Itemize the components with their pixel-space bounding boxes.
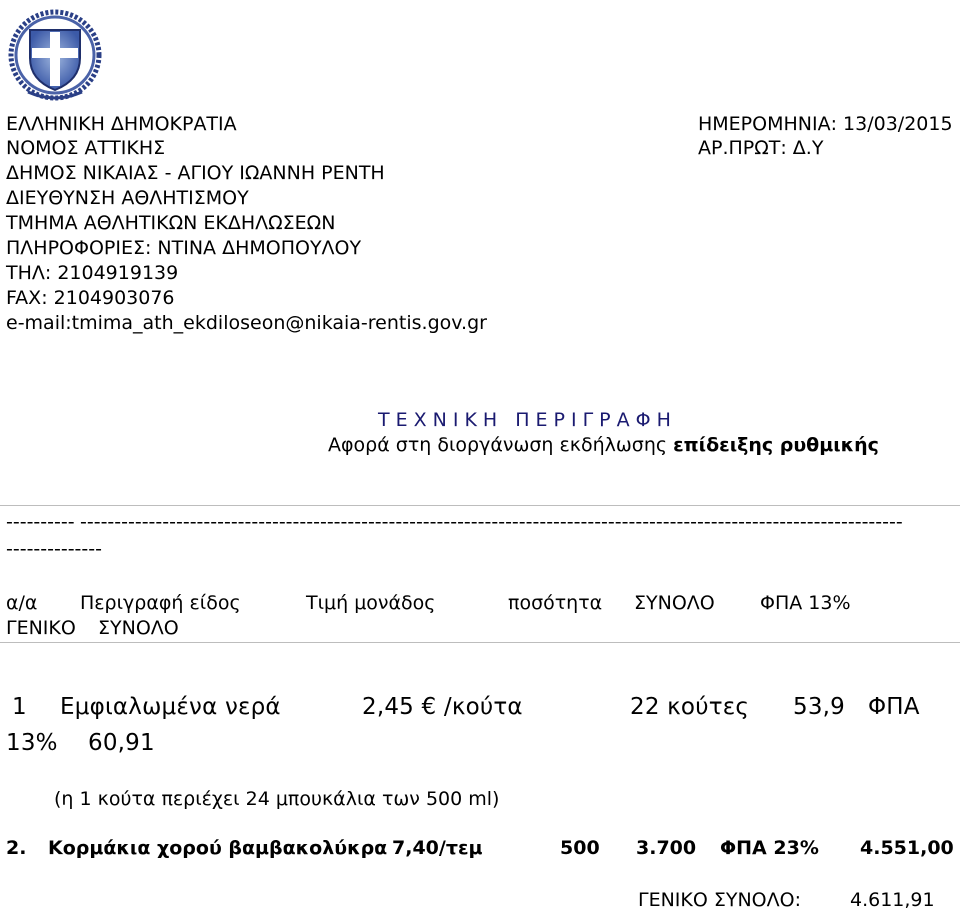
subtitle-text: Αφορά στη διοργάνωση εκδήλωσης bbox=[328, 434, 674, 456]
item2-number: 2. bbox=[6, 837, 27, 859]
greek-coat-of-arms-logo bbox=[8, 8, 102, 104]
email-line: e-mail:tmima_ath_ekdiloseon@nikaia-rentis.gov.gr bbox=[6, 312, 487, 334]
item1-grand-total: 60,91 bbox=[88, 730, 155, 756]
column-header-total: ΣΥΝΟΛΟ bbox=[634, 592, 715, 614]
column-header-description: Περιγραφή είδος bbox=[80, 592, 241, 614]
grand-total-label: ΓΕΝΙΚΟ ΣΥΝΟΛΟ: bbox=[638, 889, 801, 911]
column-header-quantity: ποσότητα bbox=[508, 592, 603, 614]
item1-vat-rate: 13% bbox=[6, 730, 58, 756]
dash-separator: -------------- bbox=[6, 538, 102, 560]
column-header-unit-price: Τιμή μονάδος bbox=[306, 592, 436, 614]
item2-unit-price: 7,40/τεμ bbox=[392, 837, 483, 859]
document-title: ΤΕΧΝΙΚΗ ΠΕΡΙΓΡΑΦΗ bbox=[378, 409, 677, 431]
column-header-grand-total: ΣΥΝΟΛΟ bbox=[98, 617, 179, 639]
item2-vat: ΦΠΑ 23% bbox=[720, 837, 819, 859]
subtitle-bold-text: επίδειξης ρυθμικής bbox=[673, 434, 879, 456]
letterhead-line: ΝΟΜΟΣ ΑΤΤΙΚΗΣ bbox=[6, 137, 166, 159]
item1-total: 53,9 bbox=[793, 694, 846, 720]
item1-number: 1 bbox=[12, 694, 27, 720]
document-date: ΗΜΕΡΟΜΗΝΙΑ: 13/03/2015 bbox=[698, 113, 953, 135]
item1-note: (η 1 κούτα περιέχει 24 μπουκάλια των 500 ml) bbox=[54, 788, 500, 810]
fax-line: FAX: 2104903076 bbox=[6, 287, 175, 309]
protocol-number: ΑΡ.ΠΡΩΤ: Δ.Υ bbox=[698, 137, 824, 159]
letterhead-line: ΕΛΛΗΝΙΚΗ ΔΗΜΟΚΡΑΤΙΑ bbox=[6, 113, 237, 135]
divider bbox=[0, 505, 960, 506]
divider bbox=[0, 642, 960, 643]
dash-separator: ---------- bbox=[6, 511, 75, 533]
item2-grand-total: 4.551,00 bbox=[860, 837, 954, 859]
letterhead-line: ΤΜΗΜΑ ΑΘΛΗΤΙΚΩΝ ΕΚΔΗΛΩΣΕΩΝ bbox=[6, 212, 336, 234]
dash-separator: ------------------------------------------------------------------------------------------------------------------------ bbox=[80, 511, 903, 533]
item2-total: 3.700 bbox=[636, 837, 697, 859]
phone-line: ΤΗΛ: 2104919139 bbox=[6, 262, 179, 284]
item1-vat: ΦΠΑ bbox=[868, 694, 920, 720]
letterhead-line: ΔΙΕΥΘΥΝΣΗ ΑΘΛΗΤΙΣΜΟΥ bbox=[6, 187, 249, 209]
document-subtitle bbox=[328, 433, 879, 457]
item2-quantity: 500 bbox=[560, 837, 600, 859]
letterhead-line: ΔΗΜΟΣ ΝΙΚΑΙΑΣ - ΑΓΙΟΥ ΙΩΑΝΝΗ ΡΕΝΤΗ bbox=[6, 162, 385, 184]
item2-description: Κορμάκια χορού βαμβακολύκρα bbox=[48, 837, 388, 859]
item1-quantity: 22 κούτες bbox=[630, 694, 750, 720]
column-header-aa: α/α bbox=[6, 592, 38, 614]
letterhead-line: ΠΛΗΡΟΦΟΡΙΕΣ: ΝΤΙΝΑ ΔΗΜΟΠΟΥΛΟΥ bbox=[6, 237, 362, 259]
item1-unit-price: 2,45 € /κούτα bbox=[362, 694, 523, 720]
column-header-grand-total: ΓΕΝΙΚΟ bbox=[6, 617, 76, 639]
item1-description: Εμφιαλωμένα νερά bbox=[60, 694, 281, 720]
column-header-vat: ΦΠΑ 13% bbox=[760, 592, 851, 614]
grand-total-value: 4.611,91 bbox=[850, 889, 935, 911]
